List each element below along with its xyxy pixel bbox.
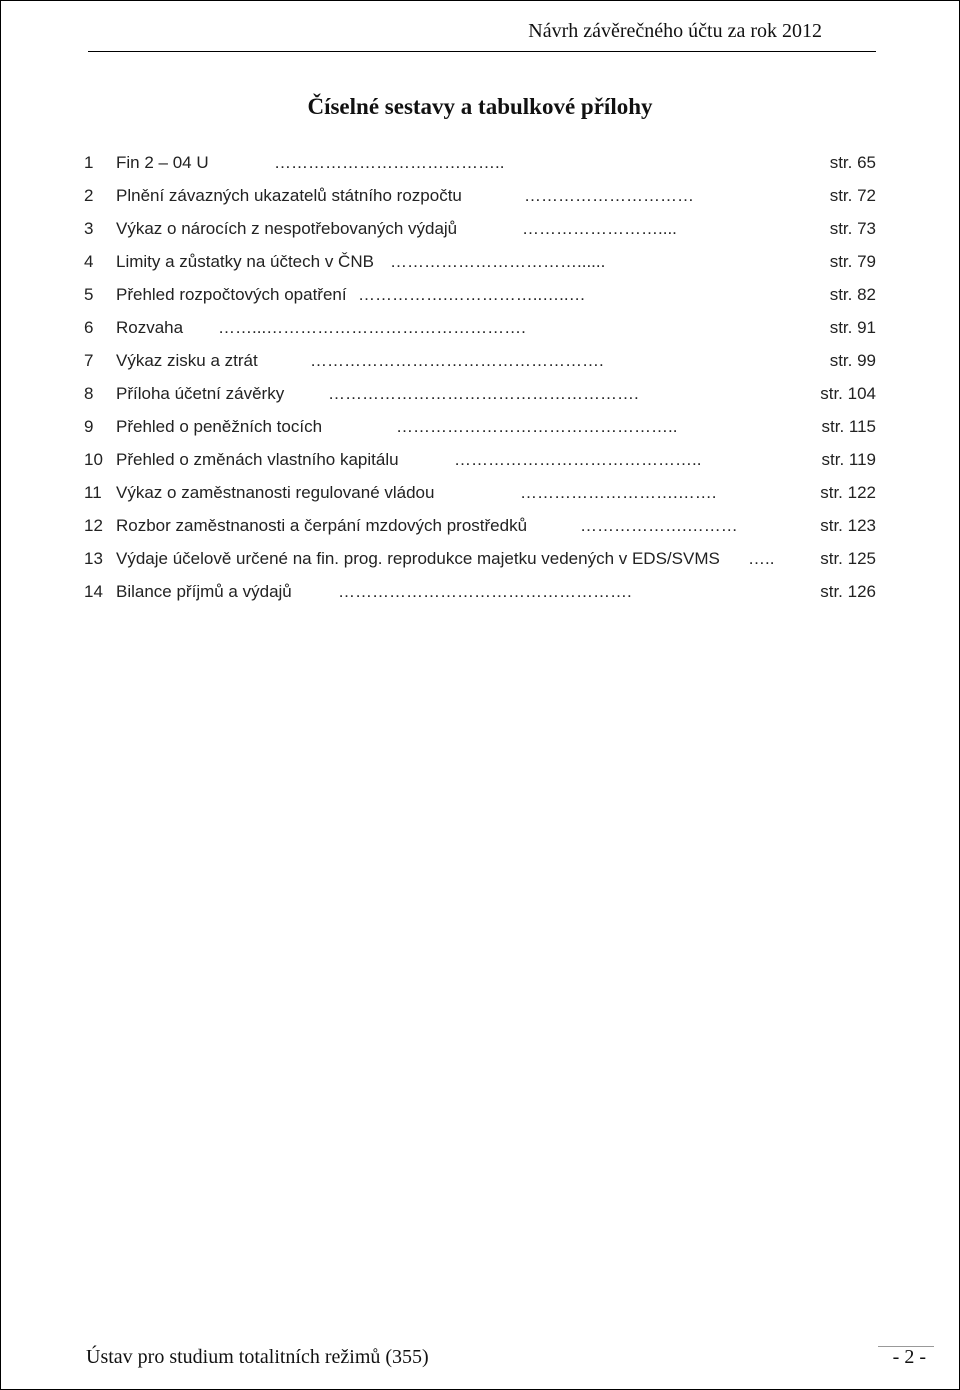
toc-leader-dots: ……………………….……. [520, 483, 717, 502]
toc-leader-dots: …………….……………..…..… [358, 285, 586, 304]
page-number: - 2 - [892, 1346, 926, 1368]
toc-leader-dots: …………………….... [522, 219, 677, 238]
toc-page: str. 119 [821, 450, 876, 469]
toc-page: str. 99 [829, 351, 876, 370]
toc-leader-dots: ………………………………………………. [328, 384, 639, 403]
toc-number: 10 [84, 450, 103, 469]
toc-row[interactable] [84, 311, 880, 344]
footer-institution: Ústav pro studium totalitních režimů (355) [86, 1346, 429, 1368]
toc-row[interactable] [84, 212, 880, 245]
toc-row[interactable] [84, 377, 880, 410]
toc-leader-dots: ….. [748, 549, 775, 568]
toc-row[interactable] [84, 344, 880, 377]
toc-page: str. 126 [820, 582, 876, 601]
toc-number: 14 [84, 582, 103, 601]
toc-number: 5 [84, 285, 94, 304]
toc-page: str. 79 [829, 252, 876, 271]
header-title: Návrh závěrečného účtu za rok 2012 [528, 20, 822, 42]
toc-label: Výkaz o zaměstnanosti regulované vládou [116, 483, 435, 502]
toc-label: Rozbor zaměstnanosti a čerpání mzdových prostředků [116, 516, 528, 535]
toc-page: str. 91 [829, 318, 876, 337]
toc-number: 6 [84, 318, 94, 337]
toc-page: str. 82 [829, 285, 876, 304]
toc-page: str. 65 [829, 153, 876, 172]
toc-label: Přehled rozpočtových opatření [116, 285, 347, 304]
toc-leader-dots: …………………………………….. [454, 450, 702, 469]
toc-row[interactable] [84, 575, 880, 608]
toc-row[interactable] [84, 410, 880, 443]
toc-label: Výkaz zisku a ztrát [116, 351, 258, 370]
toc-page: str. 104 [820, 384, 876, 403]
toc-row[interactable] [84, 179, 880, 212]
header-rule [88, 51, 876, 52]
toc-page: str. 115 [821, 417, 876, 436]
toc-row[interactable] [84, 443, 880, 476]
toc-number: 12 [84, 516, 103, 535]
page-title: Číselné sestavy a tabulkové přílohy [307, 94, 653, 119]
toc-leader-dots: ……………….……… [580, 516, 738, 535]
toc-label: Přehled o změnách vlastního kapitálu [116, 450, 399, 469]
toc-number: 8 [84, 384, 94, 403]
toc-label: Limity a zůstatky na účtech v ČNB [116, 252, 374, 271]
toc-row[interactable] [84, 278, 880, 311]
toc-row[interactable] [84, 146, 880, 179]
toc-number: 2 [84, 186, 94, 205]
toc-label: Výkaz o nárocích z nespotřebovaných výdajů [116, 219, 458, 238]
toc-label: Výdaje účelově určené na fin. prog. reprodukce majetku vedených v EDS/SVMS [116, 549, 720, 568]
table-of-contents [84, 146, 880, 608]
toc-number: 3 [84, 219, 94, 238]
toc-label: Rozvaha [116, 318, 184, 337]
toc-label: Přehled o peněžních tocích [116, 417, 323, 436]
toc-leader-dots: ……………………………………………. [338, 582, 632, 601]
toc-page: str. 125 [820, 549, 876, 568]
toc-label: Příloha účetní závěrky [116, 384, 285, 403]
toc-leader-dots: ……………………………...... [390, 252, 606, 271]
toc-number: 4 [84, 252, 94, 271]
toc-row[interactable] [84, 509, 880, 542]
toc-row[interactable] [84, 476, 880, 509]
toc-number: 11 [84, 483, 102, 502]
toc-leader-dots: ………………………………………….. [396, 417, 678, 436]
toc-label: Plnění závazných ukazatelů státního rozpočtu [116, 186, 462, 205]
toc-number: 7 [84, 351, 94, 370]
toc-label: Bilance příjmů a výdajů [116, 582, 292, 601]
toc-leader-dots: ……………………………………………. [310, 351, 604, 370]
toc-number: 13 [84, 549, 103, 568]
toc-leader-dots: ………………………………….. [274, 153, 505, 172]
toc-page: str. 122 [820, 483, 876, 502]
toc-leader-dots: ………………………… [524, 186, 694, 205]
toc-page: str. 72 [829, 186, 876, 205]
toc-leader-dots: ……...………………………………………. [218, 318, 526, 337]
toc-page: str. 123 [820, 516, 876, 535]
toc-number: 1 [84, 153, 94, 172]
toc-number: 9 [84, 417, 94, 436]
toc-row[interactable] [84, 245, 880, 278]
toc-page: str. 73 [829, 219, 876, 238]
toc-label: Fin 2 – 04 U [116, 153, 209, 172]
toc-row[interactable] [84, 542, 880, 575]
